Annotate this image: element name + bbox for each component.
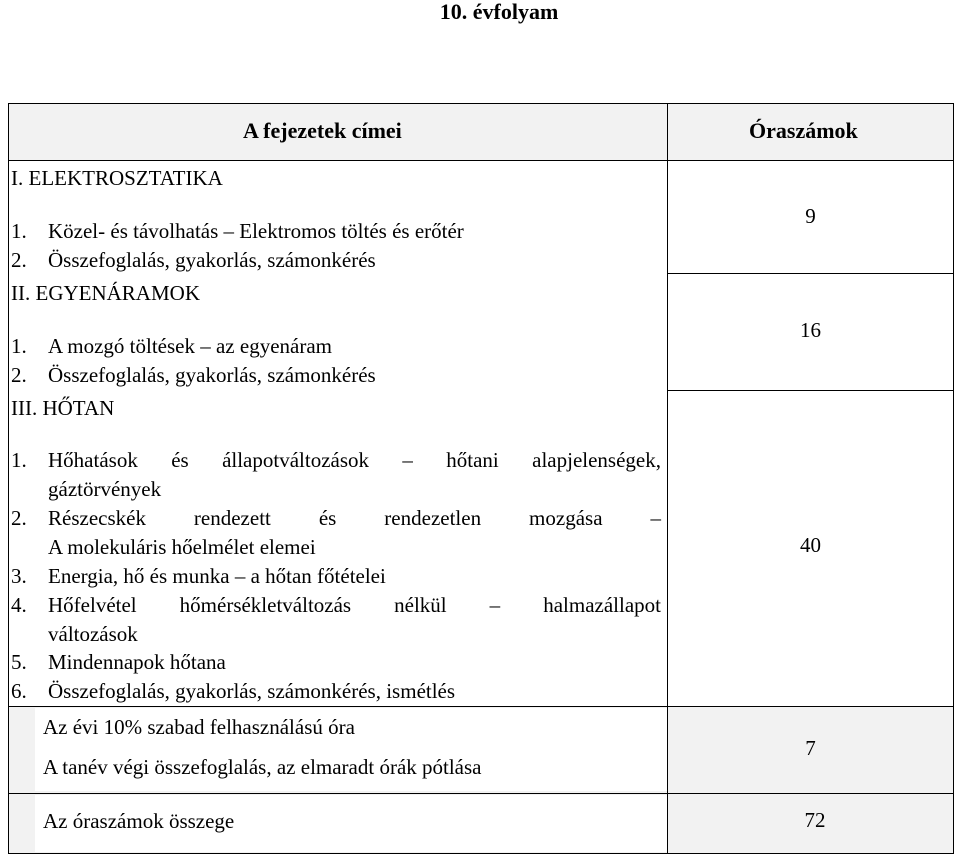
section-hours: 40 bbox=[800, 533, 821, 557]
list-item: 4. Hőfelvétel hőmérsékletváltozás nélkül – halmazállapot bbox=[11, 593, 661, 617]
list-item: 2. Összefoglalás, gyakorlás, számonkérés bbox=[11, 363, 376, 387]
list-item: 2. Összefoglalás, gyakorlás, számonkérés bbox=[11, 248, 376, 272]
extra-hours: 7 bbox=[805, 736, 816, 760]
list-item: 3. Energia, hő és munka – a hőtan főtételei bbox=[11, 564, 386, 588]
section-title: I. ELEKTROSZTATIKA bbox=[11, 166, 223, 190]
list-item: 1. A mozgó töltések – az egyenáram bbox=[11, 334, 332, 358]
total-label: Az óraszámok összege bbox=[43, 809, 235, 833]
list-item-continued: gáztörvények bbox=[48, 477, 162, 501]
list-item-continued: változások bbox=[48, 622, 138, 646]
section-title: III. HŐTAN bbox=[11, 396, 115, 420]
list-item: 1. Hőhatások és állapotváltozások – hőtani alapjelenségek, bbox=[11, 448, 661, 472]
year-end-review-label: A tanév végi összefoglalás, az elmaradt órák pótlása bbox=[43, 755, 482, 779]
list-item-continued: A molekuláris hőelmélet elemei bbox=[48, 535, 316, 559]
list-item: 2. Részecskék rendezett és rendezetlen mozgása – bbox=[11, 506, 661, 530]
section-hours: 9 bbox=[805, 204, 816, 228]
page-title: 10. évfolyam bbox=[439, 0, 559, 24]
section-title: II. EGYENÁRAMOK bbox=[11, 281, 200, 305]
section-hours: 16 bbox=[800, 318, 821, 342]
hours-header: Óraszámok bbox=[749, 118, 858, 143]
list-item: 1. Közel- és távolhatás – Elektromos töltés és erőtér bbox=[11, 219, 464, 243]
chapter-header: A fejezetek címei bbox=[243, 118, 402, 143]
list-item: 5. Mindennapok hőtana bbox=[11, 650, 226, 674]
total-hours: 72 bbox=[804, 808, 826, 832]
free-hours-label: Az évi 10% szabad felhasználású óra bbox=[43, 715, 355, 739]
list-item: 6. Összefoglalás, gyakorlás, számonkérés, ismétlés bbox=[11, 679, 456, 703]
